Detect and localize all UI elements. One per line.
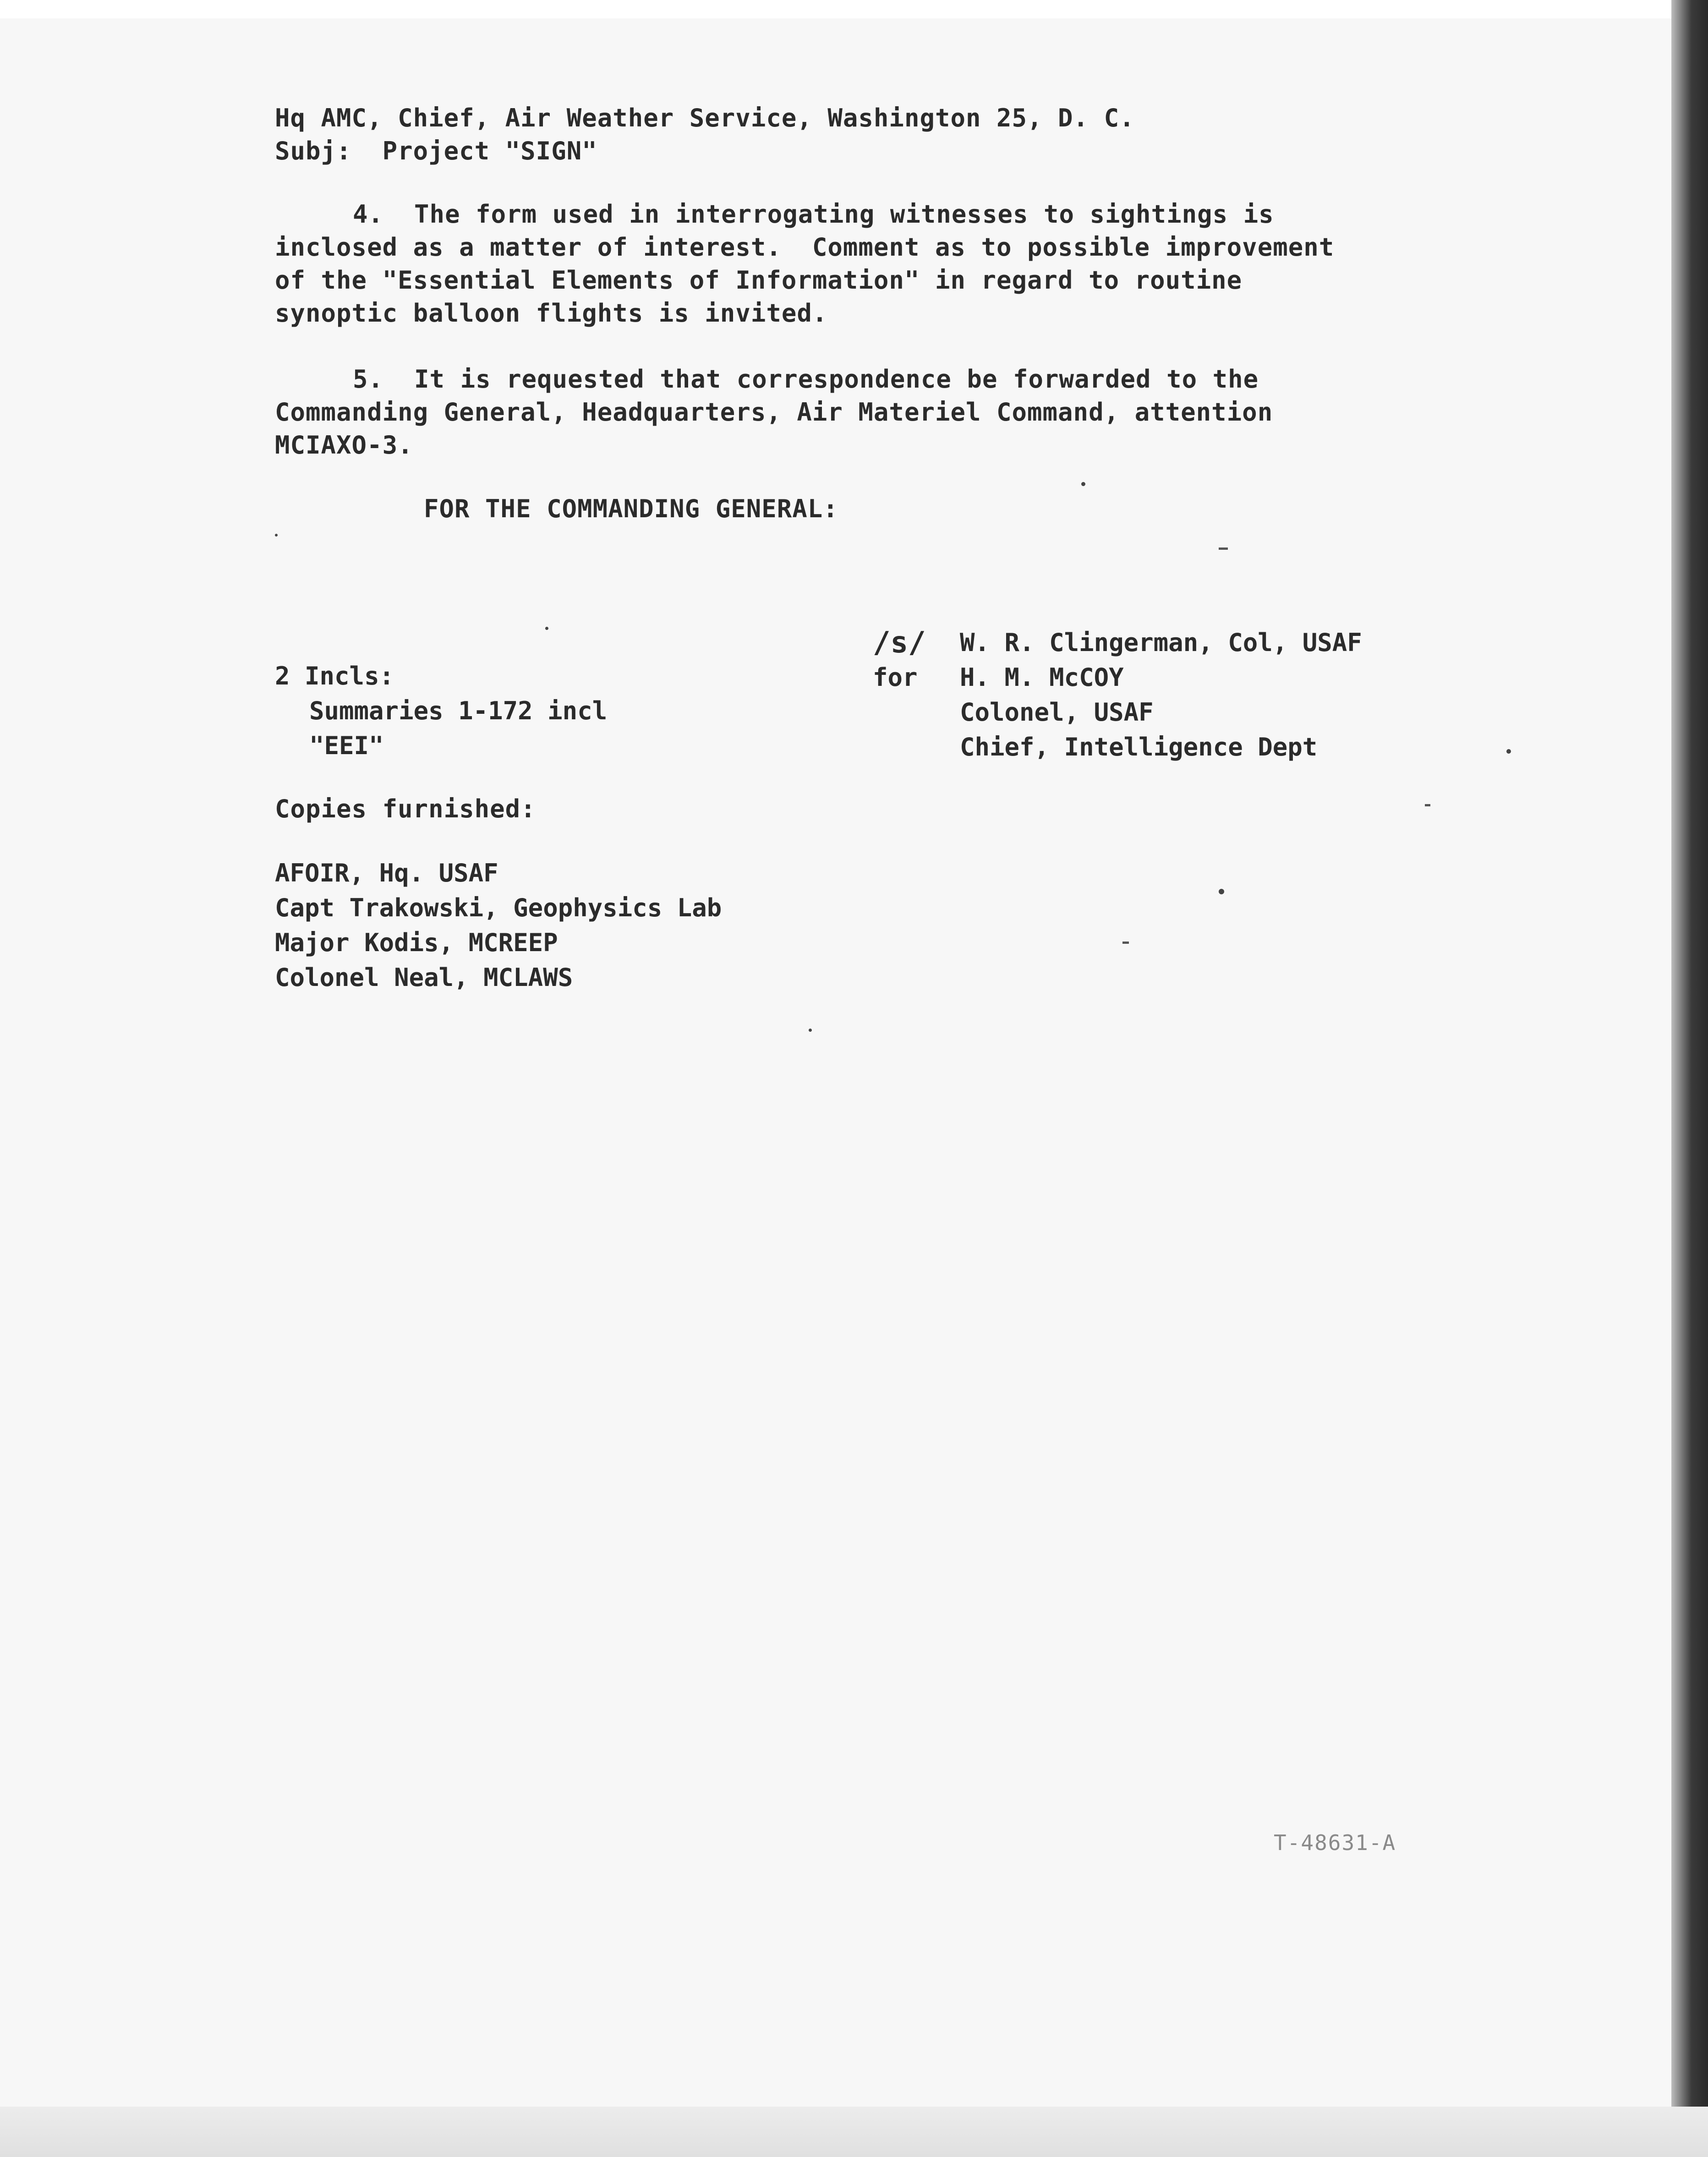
closing-line: FOR THE COMMANDING GENERAL: <box>424 494 838 523</box>
signature-block <box>960 625 1362 765</box>
paragraph-line: 5. It is requested that correspondence be forwarded to the <box>353 365 1259 394</box>
paragraph-line: Commanding General, Headquarters, Air Materiel Command, attention <box>275 398 1273 427</box>
copies-item: Major Kodis, MCREEP <box>275 928 558 957</box>
signature-title: Chief, Intelligence Dept <box>960 733 1318 761</box>
scan-mark <box>1425 804 1430 806</box>
copies-list <box>275 856 722 995</box>
scan-speck <box>545 627 548 630</box>
copies-item: Colonel Neal, MCLAWS <box>275 963 573 992</box>
scan-mark <box>1219 547 1228 550</box>
scan-speck <box>1506 749 1511 754</box>
paragraph-line: of the "Essential Elements of Information" in regard to routine <box>275 266 1243 295</box>
paragraph-line: MCIAXO-3. <box>275 431 413 460</box>
paragraph-line: inclosed as a matter of interest. Comment as to possible improvement <box>275 233 1335 262</box>
scan-speck <box>809 1029 812 1032</box>
page-top-margin <box>0 0 1708 18</box>
document-number: T-48631-A <box>1274 1830 1396 1855</box>
scan-speck <box>1219 889 1224 894</box>
inclosure-item: "EEI" <box>309 731 384 760</box>
paragraph-line: 4. The form used in interrogating witnesses to sightings is <box>353 200 1274 229</box>
signature-marks <box>873 625 926 695</box>
inclosures-block <box>275 659 607 763</box>
header-subject-line: Subj: Project "SIGN" <box>275 137 597 165</box>
inclosure-item: Summaries 1-172 incl <box>309 696 608 725</box>
scan-speck <box>1081 482 1085 486</box>
signature-for-label: for <box>873 663 918 692</box>
scan-mark <box>1122 942 1129 944</box>
signature-signer: W. R. Clingerman, Col, USAF <box>960 628 1362 657</box>
signature-mark: /s/ <box>873 626 926 660</box>
signature-name: H. M. McCOY <box>960 663 1124 692</box>
scan-bottom-margin <box>0 2107 1708 2157</box>
paragraph-4 <box>275 198 1448 330</box>
paragraph-line: synoptic balloon flights is invited. <box>275 299 828 328</box>
paragraph-5 <box>275 363 1448 462</box>
header-address-line: Hq AMC, Chief, Air Weather Service, Washington 25, D. C. <box>275 104 1135 132</box>
scan-speck <box>275 534 278 537</box>
copies-heading: Copies furnished: <box>275 794 536 823</box>
scan-dark-border <box>1671 0 1708 2157</box>
copies-item: Capt Trakowski, Geophysics Lab <box>275 893 722 922</box>
copies-item: AFOIR, Hq. USAF <box>275 859 498 887</box>
inclosures-heading: 2 Incls: <box>275 662 394 690</box>
signature-rank: Colonel, USAF <box>960 698 1154 727</box>
